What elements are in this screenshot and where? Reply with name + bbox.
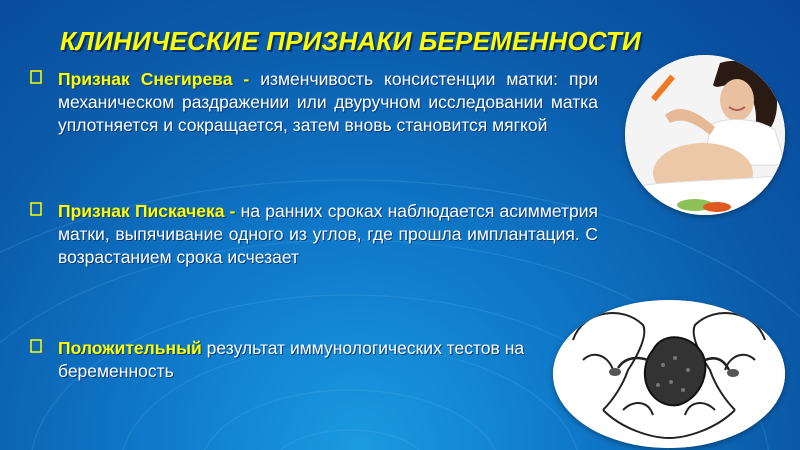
positive-test-description: результат иммунологических тестов на беременность bbox=[58, 338, 525, 381]
checkbox-bullet-icon bbox=[30, 202, 44, 220]
sign-piskacek-text bbox=[58, 200, 598, 269]
sign-snegirev-text bbox=[58, 68, 598, 137]
sign-piskacek-description: на ранних сроках наблюдается асимметрия матки, выпячивание одного из углов, где прошла имплантация. С возрастанием срока исчезает bbox=[58, 201, 598, 267]
sign-piskacek-lead: Признак Пискачека bbox=[58, 201, 225, 221]
sign-snegirev-item bbox=[30, 68, 598, 137]
sign-snegirev-description: изменчивость консистенции матки: при механическом раздражении или двуручном исследовании матка уплотняется и сокращается, затем вновь становится мягкой bbox=[58, 69, 598, 135]
checkbox-bullet-icon bbox=[30, 70, 44, 88]
sign-piskacek-item bbox=[30, 200, 598, 269]
sign-snegirev-lead: Признак Снегирева - bbox=[58, 69, 250, 89]
positive-test-text bbox=[58, 337, 555, 383]
sign-piskacek-dash: - bbox=[224, 201, 241, 221]
slide-title: КЛИНИЧЕСКИЕ ПРИЗНАКИ БЕРЕМЕННОСТИ bbox=[60, 26, 641, 56]
positive-test-lead: Положительный bbox=[58, 338, 202, 358]
checkbox-bullet-icon bbox=[30, 339, 44, 357]
positive-test-item bbox=[30, 337, 555, 383]
pelvic-anatomy-illustration bbox=[553, 300, 785, 448]
pregnant-woman-photo bbox=[625, 55, 785, 215]
